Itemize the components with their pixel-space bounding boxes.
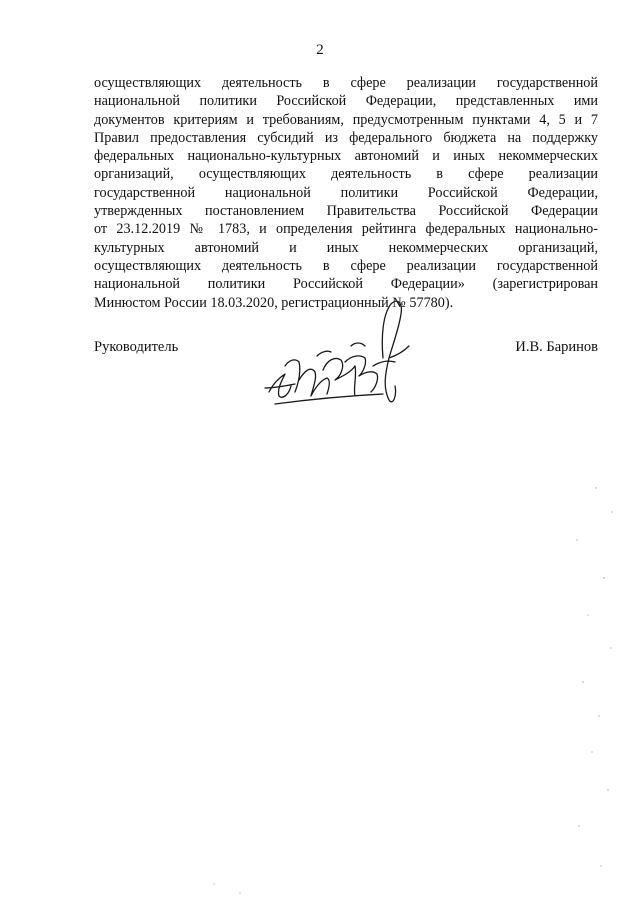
body-line: государственной национальной политики Российской Федерации, [94, 184, 598, 201]
signatory-title: Руководитель [94, 339, 179, 355]
body-line: организаций, осуществляющих деятельность в сфере реализации [94, 166, 598, 183]
body-line: документов критериям и требованиям, предусмотренным пунктами 4, 5 и 7 [94, 111, 598, 128]
body-line: культурных автономий и иных некоммерческих организаций, [94, 239, 598, 256]
body-line: утвержденных постановлением Правительства Российской Федерации [94, 203, 598, 220]
body-line: Правил предоставления субсидий из федерального бюджета на поддержку [94, 129, 598, 146]
page-number: 2 [316, 42, 324, 58]
body-line: осуществляющих деятельность в сфере реализации государственной [94, 75, 598, 91]
body-line: национальной политики Российской Федерации, представленных ими [94, 93, 598, 110]
body-line: федеральных национально-культурных автономий и иных некоммерческих [94, 148, 598, 165]
signatory-name: И.В. Баринов [515, 339, 598, 355]
body-line: Минюстом России 18.03.2020, регистрационный № 57780). [94, 294, 454, 311]
body-line: осуществляющих деятельность в сфере реализации государственной [94, 257, 598, 274]
body-line: от 23.12.2019 № 1783, и определения рейтинга федеральных национально- [94, 221, 598, 238]
body-line: национальной политики Российской Федерации» (зарегистрирован [94, 276, 598, 293]
